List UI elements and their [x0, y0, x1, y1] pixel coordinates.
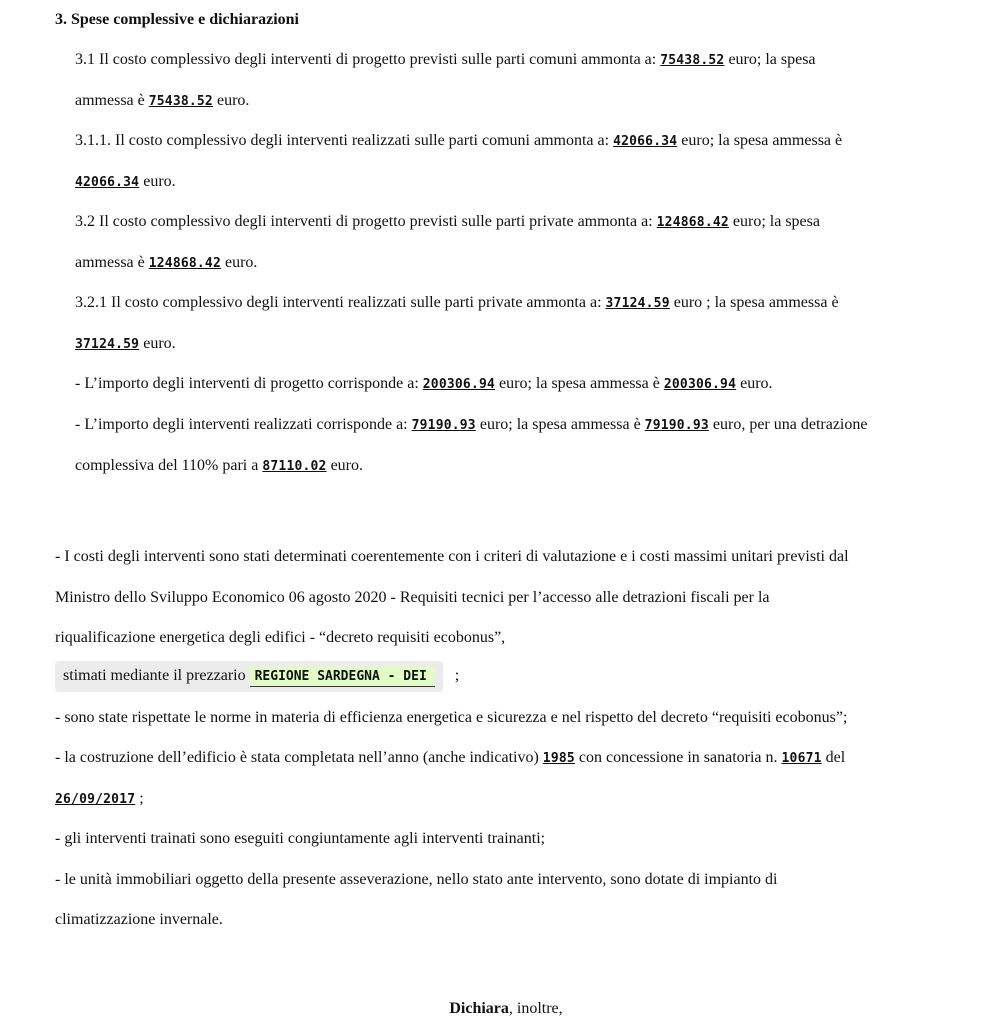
norme-line: - sono state rispettate le norme in materia di efficienza energetica e sicurezza e nel rispetto del decreto “requisiti ecobonus”; [55, 709, 848, 726]
paragraph-3-1-1-line2 [75, 172, 176, 193]
concession-number: 10671 [781, 751, 822, 766]
text: euro. [212, 92, 250, 109]
importo-realizzati-line2 [75, 456, 363, 477]
text: euro ; la spesa ammessa è [669, 294, 839, 311]
text: euro; la spesa [728, 213, 820, 230]
text: ; [135, 790, 144, 807]
dichiara-line [0, 999, 994, 1019]
prezzario-suffix: ; [454, 667, 460, 684]
cost-value: 37124.59 [605, 296, 670, 311]
text: - L’importo degli interventi di progetto corrisponde a: [75, 375, 423, 392]
costi-line2: Ministro dello Sviluppo Economico 06 agosto 2020 - Requisiti tecnici per l’accesso alle detrazioni fiscali per la [55, 589, 770, 606]
cost-value: 75438.52 [660, 53, 725, 68]
text: complessiva del 110% pari a [75, 457, 263, 474]
text: con concessione in sanatoria n. [574, 749, 782, 766]
text: euro; la spesa ammessa è [677, 132, 843, 149]
dichiara-bold: Dichiara [449, 1000, 509, 1017]
text: del [821, 749, 846, 766]
concession-date: 26/09/2017 [55, 792, 136, 807]
text: 3.1 Il costo complessivo degli interventi di progetto previsti sulle parti comuni ammonta a: [75, 51, 661, 68]
admitted-value: 37124.59 [75, 337, 140, 352]
paragraph-3-2-1-line2 [75, 334, 176, 355]
admitted-value: 42066.34 [75, 175, 140, 190]
admitted-value: 75438.52 [148, 94, 213, 109]
costruzione-line1 [55, 748, 845, 769]
text: - la costruzione dell’edificio è stata completata nell’anno (anche indicativo) [55, 749, 543, 766]
text: euro. [221, 254, 258, 271]
text: ammessa è [75, 92, 149, 109]
text: euro. [139, 335, 176, 352]
paragraph-3-2-line1 [75, 212, 820, 233]
section-title: 3. Spese complessive e dichiarazioni [55, 11, 299, 28]
text: euro. [736, 375, 773, 392]
text: euro; la spesa ammessa è [495, 375, 664, 392]
paragraph-3-1-1-line1 [75, 131, 842, 152]
unita-line2: climatizzazione invernale. [55, 911, 223, 928]
costruzione-line2 [55, 789, 144, 810]
construction-year: 1985 [542, 751, 575, 766]
importo-realizzati-line1 [75, 415, 867, 436]
cost-value: 79190.93 [411, 418, 476, 433]
importo-progetto-line [75, 374, 773, 395]
costi-line3: riqualificazione energetica degli edifici - “decreto requisiti ecobonus”, [55, 629, 506, 646]
paragraph-3-1-line1 [75, 50, 816, 71]
cost-value: 200306.94 [422, 377, 496, 392]
text: 3.2.1 Il costo complessivo degli interventi realizzati sulle parti private ammonta a: [75, 294, 606, 311]
text: euro. [139, 173, 176, 190]
admitted-value: 200306.94 [663, 377, 737, 392]
dichiara-rest: , inoltre, [508, 1000, 563, 1017]
text: euro; la spesa ammessa è [475, 416, 645, 433]
text: - L’importo degli interventi realizzati corrisponde a: [75, 416, 412, 433]
prezzario-line [55, 661, 459, 692]
costi-line1: - I costi degli interventi sono stati determinati coerentemente con i criteri di valutazione e i costi massimi unitari previsti dal [55, 548, 849, 565]
cost-value: 124868.42 [656, 215, 729, 230]
cost-value: 42066.34 [613, 134, 678, 149]
admitted-value: 79190.93 [644, 418, 709, 433]
paragraph-3-2-line2 [75, 253, 257, 274]
trainati-line: - gli interventi trainati sono eseguiti congiuntamente agli interventi trainanti; [55, 830, 546, 847]
text: euro. [326, 457, 364, 474]
paragraph-3-2-1-line1 [75, 293, 839, 314]
text: 3.2 Il costo complessivo degli interventi di progetto previsti sulle parti private ammonta a: [75, 213, 657, 230]
text: 3.1.1. Il costo complessivo degli interventi realizzati sulle parti comuni ammonta a: [75, 132, 614, 149]
prezzario-box [55, 661, 443, 692]
deduction-value: 87110.02 [262, 459, 327, 474]
text: euro, per una detrazione [708, 416, 868, 433]
prezzario-field[interactable]: REGIONE SARDEGNA - DEI [250, 667, 435, 687]
unita-line1: - le unità immobiliari oggetto della presente asseverazione, nello stato ante intervento, sono dotate di impianto di [55, 871, 778, 888]
admitted-value: 124868.42 [148, 256, 221, 271]
paragraph-3-1-line2 [75, 91, 249, 112]
text: euro; la spesa [724, 51, 816, 68]
text: ammessa è [75, 254, 149, 271]
prezzario-label: stimati mediante il prezzario [63, 667, 250, 684]
